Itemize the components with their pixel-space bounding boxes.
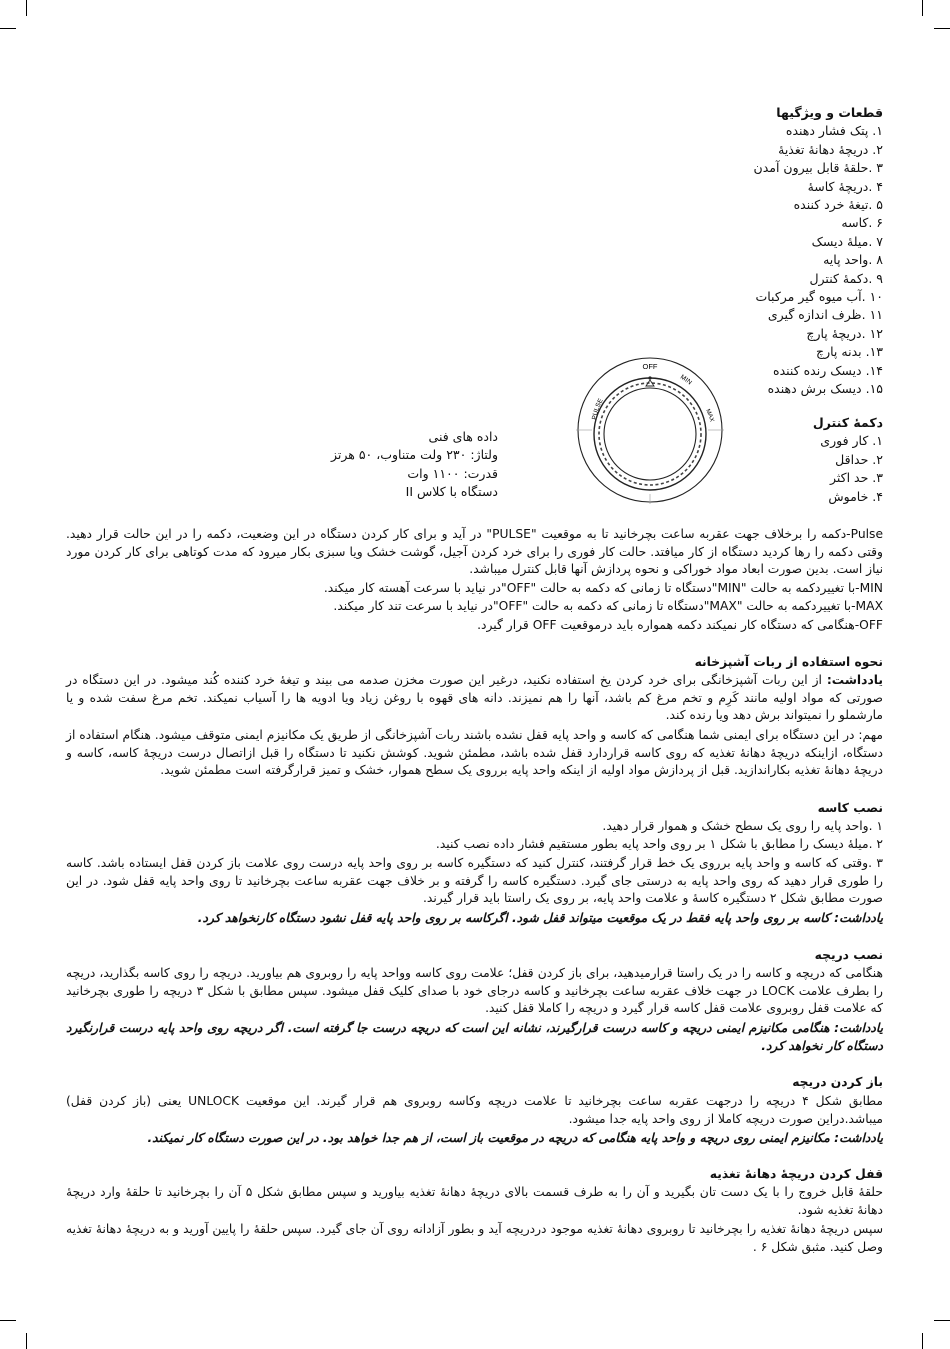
mode-pulse-text: Pulse-دکمه را برخلاف جهت عقربه ساعت بچرخانید تا به موقعیت "PULSE" در آید و برای کار کردن دستگاه در این وضعیت، دکمه را در این حالت قرار دهید. وقتی دکمه را رها کردید دستگاه از کار میافتد. حالت کار فوری را برای خرد کردن آجیل، گوشت خشک ویا سبزی بکار میرود که مدت کوتاهی برای کار کردن مورد نیاز است. بدین صورت ابعاد مواد خوراکی و نحوه پردازش آنها قابل کنترل میباشد.	[66, 527, 884, 577]
control-item: ۲. حداقل	[835, 451, 883, 467]
part-item: ۱۵. دیسک برش دهنده	[767, 381, 883, 397]
mode-max-text: MAX-با تغییردکمه به حالت "MAX"دستگاه تا زمانی که دکمه به حالت "OFF"در نیاید با سرعت تند کار میکند.	[333, 599, 883, 613]
control-item: ۴. خاموش	[828, 488, 883, 504]
part-item: ۱۱ .ظرف اندازه گیری	[767, 307, 883, 323]
bowl-step-2: ۲ .میلهٔ دیسک را مطابق با شکل ۱ بر روی واحد پایه بطور مستقیم فشار داده نصب کنید.	[435, 837, 883, 851]
part-item: ۵ .تیغهٔ خرد کننده	[793, 197, 883, 213]
dial-knob	[604, 388, 696, 480]
open-text: مطابق شکل ۴ دریچه را درجهت عقربه ساعت بچرخانید تا علامت دریچه وکاسه روبروی هم قرار گیرند. این موقعیت UNLOCK یعنی (باز کردن قفل) میباشد.دراین صورت دریچه کاملا از روی واحد پایه جدا میشود.	[66, 1094, 883, 1126]
open-note: یادداشت: مکانیزم ایمنی روی دریچه و واحد پایه هنگامی که دریچه در موقعیت باز است، از هم جدا خواهد بود. در این صورت دستگاه کار نمیکند.	[147, 1131, 883, 1145]
part-item: ۲. دریچهٔ دهانهٔ تغذیهٔ	[778, 141, 883, 157]
feed-text-1: حلقهٔ قابل خروج را با یک دست تان بگیرید و آن را به طرف قسمت بالای دریچهٔ دهانهٔ تغذیه بیاورید و سپس مطابق شکل ۵ آن را بچرخانید تا حلقهٔ وارد دریچهٔ دهانهٔ تغذیه شود.	[66, 1185, 883, 1217]
dial-label-min: MIN	[678, 373, 693, 387]
part-item: ۱۳. بدنه پارچ	[816, 344, 883, 360]
technical-spec	[300, 428, 498, 502]
spec-line: داده های فنی	[428, 429, 498, 444]
control-item: ۱. کار فوری	[820, 433, 883, 449]
crop-mark	[922, 0, 923, 16]
mode-min-text: MIN-با تغییردکمه به حالت "MIN"دستگاه تا زمانی که دکمه به حالت "OFF"در نیاید با سرعت آهسته کار میکند.	[323, 581, 883, 595]
part-item: ۱. پتک فشار دهنده	[785, 123, 883, 139]
spec-line: ولتاژ: ۲۳۰ ولت متناوب، ۵۰ هرتز	[330, 447, 498, 463]
lid-note: یادداشت: هنگامی مکانیزم ایمنی دریچه و کاسه درست قرارگیرند، نشانه این است که دریچه درست جا گرفته است. اگر دریچه روی واحد پایه درست قرارنگیرد دستگاه کار نخواهد کرد.	[66, 1021, 883, 1053]
bowl-heading: نصب کاسه	[817, 801, 883, 815]
spec-line: قدرت: ۱۱۰۰ وات	[407, 465, 498, 481]
control-heading: دکمهٔ کنترل	[812, 415, 883, 430]
crop-mark	[934, 1320, 950, 1321]
bowl-step-1: ۱ .واحد پایه را روی یک سطح خشک و هموار قرار دهید.	[602, 819, 883, 833]
part-item: ۶ .کاسه	[841, 215, 883, 231]
crop-mark	[922, 1333, 923, 1349]
part-item: ۱۲ .دریچهٔ پارچ	[806, 325, 883, 341]
part-item: ۴ .دریچهٔ کاسهٔ	[807, 178, 883, 194]
bowl-step-3: ۳ .وقتی که کاسه و واحد پایه برروی یک خط قرار گرفتند، کنترل کنید که دستگیره کاسه بر روی واحد پایه درست روی علامت باز کردن قفل ایستاده باشد. کاسه را طوری قرار دهید که روی واحد پایه به درستی جای گیرد. دستگیره کاسه را گرفته و بر خلاف جهت عقربه ساعت بچرخانید تا روی واحد پایه قفل شود. در این صورت مطابق شکل ۲ دستگیره کاسهٔ و علامت واحد پایه، بر روی یک راستا باید قرار گیرند.	[66, 856, 883, 906]
feed-text-2: سپس دریچهٔ دهانهٔ تغذیه را بچرخانید تا روبروی دهانهٔ تغذیه موجود دردریچه آید و بطور آزادانه روی آن جای گیرد. سپس حلقهٔ را پایین آورید و به دریچهٔ دهانهٔ تغذیه وصل کنید. مثبق شکل ۶ .	[66, 1222, 883, 1254]
crop-mark	[0, 28, 16, 29]
control-dial-illustration	[576, 356, 724, 504]
part-item: ۹ .دکمهٔ کنترل	[809, 270, 883, 286]
crop-mark	[26, 0, 27, 16]
part-item: ۳ .حلقهٔ قابل بیرون آمدن	[753, 160, 883, 176]
usage-note	[66, 672, 883, 725]
part-item: ۱۴. دیسک رنده کننده	[773, 362, 883, 378]
parts-list	[523, 104, 883, 399]
bowl-note: یادداشت: کاسه بر روی واحد پایه فقط در یک موقعیت میتواند قفل شود. اگرکاسه بر روی واحد پایه قفل نشود دستگاه کارنخواهد کرد.	[197, 911, 883, 925]
feed-heading: قفل کردن دریچهٔ دهانهٔ تغذیه	[709, 1167, 883, 1181]
mode-off-text: OFF-هنگامی که دستگاه کار نمیکند دکمه همواره باید درموقعیت OFF قرار گیرد.	[477, 618, 883, 632]
control-item: ۳. حد اکثر	[829, 470, 883, 486]
usage-important: مهم: در این دستگاه برای ایمنی شما هنگامی که کاسه و واحد پایه قفل نشده باشند ربات آشپزخانگی از طریق یک مکانیزم ایمنی متوقف میشود. هنگام استفاده از دستگاه، ازاینکه دریچهٔ دهانهٔ تغذیه که روی کاسه قراردارد قفل شده باشد، مطمئن شوید. کوشش نکنید تا دستگاه را قبل ازاتصال درست دریچهٔ کاسه، کاسه و دریچهٔ دهانهٔ تغذیه بکاراندازید. قبل از پردازش مواد اولیه از اینکه واحد پایه برروی یک سطح هموار، خشک و تمیز قرارگرفته است مطمئن شوید.	[66, 728, 883, 778]
open-heading: باز کردن دریچه	[792, 1075, 883, 1089]
part-item: ۸ .واحد پایه	[823, 252, 883, 268]
dial-bezel	[594, 378, 706, 490]
lid-heading: نصب دریچه	[814, 948, 883, 962]
usage-note-label: یادداشت:	[826, 673, 883, 687]
dial-off-marker	[648, 376, 651, 379]
parts-heading: قطعات و ویژگیها	[776, 105, 883, 120]
usage-note-text: از این ربات آشپزخانگی برای خرد کردن یخ استفاده نکنید، درغیر این صورت مخزن صدمه می بیند و تیغهٔ خرد کننده کُند میشود. در این دستگاه در صورتی که مواد اولیه مانند کَرِم و تخم مرغ کم باشد، آنها را هم نمیزند. دانه های قهوه با روغن زیاد ویا ادویه ها را آسیاب نمیکند. تخم مرغ سفت شده و یا مارشملو را نمیتواند برش دهد ویا رنده کند.	[66, 673, 883, 723]
usage-heading: نحوه استفاده از ربات آشپزخانه	[694, 655, 883, 669]
crop-mark	[0, 1320, 16, 1321]
crop-mark	[934, 28, 950, 29]
spec-line: دستگاه با کلاس II	[405, 484, 498, 500]
dial-label-off: OFF	[642, 362, 658, 371]
part-item: ۱۰ .آب میوه گیر مرکبات	[755, 289, 883, 305]
dial-grip-ring	[599, 383, 701, 485]
part-item: ۷ .میلهٔ دیسک	[811, 233, 883, 249]
lid-text: هنگامی که دریچه و کاسه را در یک راستا قرارمیدهید، برای باز کردن قفل؛ علامت روی کاسه وواحد پایه را روبروی هم بیاورید. دریچه را روی کاسه بگذارید، دریچه را بطرف علامت LOCK در جهت خلاف عقربه ساعت بچرخانید و کاسه درجای خود با صدای کلیک قفل میشود. سپس مطابق با شکل ۳ دریچه را طوری بچرخانید که علامت قفل روبروی علامت قفل کاسه قرار گیرد و دریچه را کاملا قفل کنید.	[66, 966, 883, 1016]
dial-label-max: MAX	[704, 408, 715, 423]
crop-mark	[26, 1333, 27, 1349]
dial-label-pulse: PULSE	[591, 397, 605, 421]
